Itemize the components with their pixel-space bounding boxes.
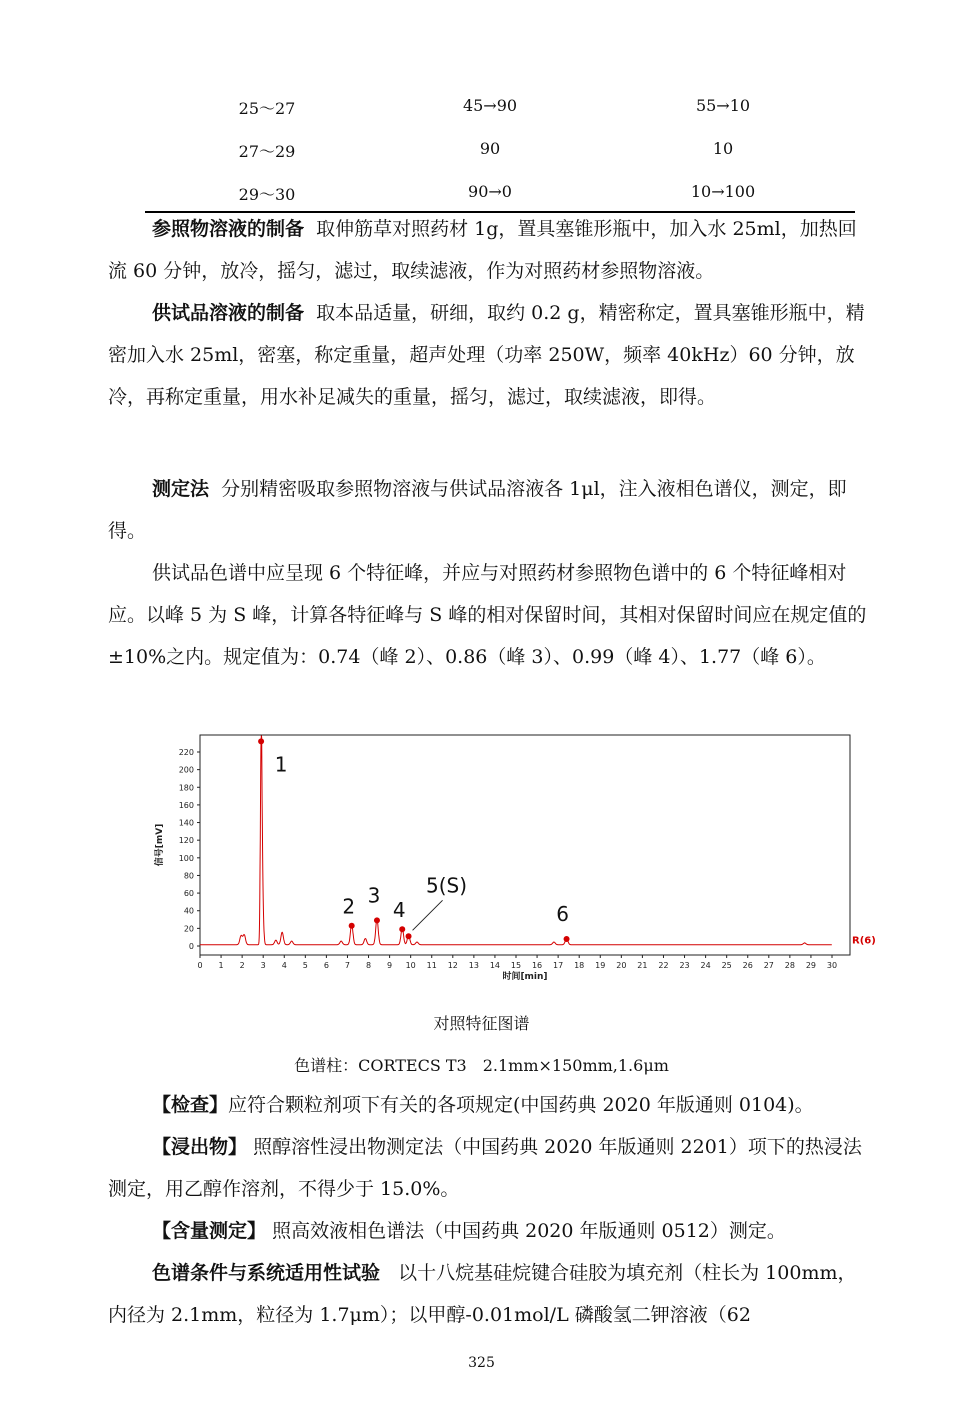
x-tick-label: 27 <box>763 961 774 970</box>
x-axis-label: 时间[min] <box>502 972 548 982</box>
plot-frame <box>200 735 850 955</box>
paragraph-body: 取本品适量，研细，取约 0.2 g，精密称定，置具塞锥形瓶中，精密加入水 25ml，密塞，称定重量，超声处理（功率 250W，频率 40kHz）60 分钟，放冷，再称定重量，用水补足减失的重量，摇匀，滤过，取续滤液，即得。 <box>108 302 865 408</box>
paragraph-heading: 【浸出物】 <box>152 1136 248 1158</box>
series-label: R(6) <box>852 935 876 947</box>
chart-caption: 对照特征图谱 <box>433 1014 530 1033</box>
peak-marker <box>258 738 264 744</box>
paragraph-method <box>108 468 868 552</box>
paragraph-assay <box>108 1210 868 1252</box>
x-tick-label: 20 <box>616 961 627 970</box>
x-tick-label: 11 <box>426 961 437 970</box>
paragraph-body: 照醇溶性浸出物测定法（中国药典 2020 年版通则 2201）项下的热浸法测定，用乙醇作溶剂，不得少于 15.0%。 <box>108 1136 862 1200</box>
peak-marker <box>349 923 355 929</box>
peak-marker <box>399 926 405 932</box>
paragraph-body: 照高效液相色谱法（中国药典 2020 年版通则 0512）测定。 <box>272 1220 786 1242</box>
page-number: 325 <box>468 1355 495 1371</box>
table-cell: 10 <box>712 139 734 158</box>
y-tick-label: 80 <box>183 871 194 881</box>
paragraph-heading: 【含量测定】 <box>152 1220 267 1242</box>
paragraph-body: 分别精密吸取参照物溶液与供试品溶液各 1μl，注入液相色谱仪，测定，即得。 <box>108 478 847 542</box>
x-tick-label: 14 <box>489 961 501 970</box>
x-tick-label: 10 <box>405 961 416 970</box>
x-tick-label: 25 <box>721 961 732 970</box>
paragraph-heading: 参照物溶液的制备 <box>152 218 305 240</box>
paragraph-inspection <box>108 1084 868 1126</box>
peak-leader-line <box>413 900 443 930</box>
y-tick-label: 140 <box>178 818 194 828</box>
column-note: 色谱柱：CORTECS T3 2.1mm×150mm,1.6μm <box>294 1056 669 1075</box>
peak-label: 6 <box>556 901 569 926</box>
y-tick-label: 0 <box>188 942 194 951</box>
peak-label: 1 <box>274 752 288 777</box>
table-cell: 27～29 <box>238 142 296 161</box>
paragraph-body: 取伸筋草对照药材 1g，置具塞锥形瓶中，加入水 25ml，加热回流 60 分钟，放冷，摇匀，滤过，取续滤液，作为对照药材参照物溶液。 <box>108 218 857 282</box>
y-tick-label: 220 <box>178 748 194 757</box>
x-tick-label: 8 <box>365 961 372 970</box>
paragraph-heading: 供试品溶液的制备 <box>152 302 305 324</box>
x-tick-label: 19 <box>595 961 606 970</box>
x-tick-label: 28 <box>784 961 795 970</box>
x-tick-label: 17 <box>553 961 564 970</box>
paragraph-peaks-requirement <box>108 552 868 678</box>
x-tick-label: 5 <box>302 961 308 970</box>
x-tick-label: 16 <box>531 961 543 970</box>
x-tick-label: 9 <box>387 961 393 970</box>
table-cell: 90→0 <box>468 182 512 201</box>
x-tick-label: 21 <box>637 961 648 970</box>
paragraph-extract <box>108 1126 868 1210</box>
peak-label: 4 <box>392 898 406 923</box>
x-tick-label: 2 <box>239 961 245 970</box>
table-cell: 29～30 <box>238 185 296 204</box>
x-tick-label: 29 <box>805 961 817 970</box>
y-tick-label: 60 <box>183 889 194 899</box>
peak-label: 3 <box>367 883 381 908</box>
paragraph-chromatographic-conditions <box>108 1252 868 1336</box>
x-tick-label: 7 <box>344 961 351 970</box>
y-tick-label: 200 <box>178 765 194 775</box>
y-tick-label: 120 <box>178 836 194 846</box>
x-tick-label: 13 <box>468 961 479 970</box>
x-tick-label: 30 <box>826 961 838 970</box>
x-tick-label: 6 <box>323 961 329 970</box>
x-tick-label: 12 <box>447 961 458 970</box>
peak-marker <box>406 933 412 939</box>
paragraph-heading: 色谱条件与系统适用性试验 <box>152 1262 381 1284</box>
x-tick-label: 26 <box>742 961 753 970</box>
x-tick-label: 18 <box>574 961 585 970</box>
chromatogram-chart <box>150 730 876 985</box>
x-tick-label: 1 <box>218 961 224 970</box>
paragraph-heading: 测定法 <box>152 478 210 500</box>
peak-label: 5(S) <box>426 873 468 898</box>
table-cell: 55→10 <box>695 96 751 115</box>
paragraph-reference-solution <box>108 208 868 292</box>
x-tick-label: 3 <box>260 961 266 970</box>
paragraph-body: 应符合颗粒剂项下有关的各项规定(中国药典 2020 年版通则 0104)。 <box>228 1094 814 1116</box>
x-tick-label: 24 <box>700 961 711 970</box>
x-tick-label: 0 <box>197 961 203 970</box>
paragraph-heading: 【检查】 <box>152 1094 229 1116</box>
chromatogram-trace <box>200 736 832 945</box>
y-axis-label: 信号[mV] <box>155 823 165 867</box>
peak-marker <box>374 917 380 923</box>
x-tick-label: 22 <box>658 961 669 970</box>
paragraph-sample-solution <box>108 292 868 418</box>
table-cell: 45→90 <box>462 96 518 115</box>
y-tick-label: 20 <box>183 924 194 934</box>
y-tick-label: 160 <box>178 800 194 810</box>
x-tick-label: 23 <box>679 961 690 970</box>
table-cell: 25～27 <box>238 99 296 118</box>
x-tick-label: 4 <box>281 961 287 970</box>
x-tick-label: 15 <box>510 961 522 970</box>
peak-marker <box>564 936 570 942</box>
paragraph-body: 供试品色谱中应呈现 6 个特征峰，并应与对照药材参照物色谱中的 6 个特征峰相对应。以峰 5 为 S 峰，计算各特征峰与 S 峰的相对保留时间，其相对保留时间应在规定值的±10%之内。规定值为：0.74（峰 2）、0.86（峰 3）、0.99（峰 4）、1.77（峰 6）。 <box>108 562 867 668</box>
y-tick-label: 180 <box>178 783 194 793</box>
table-cell: 10→100 <box>690 182 756 201</box>
y-tick-label: 40 <box>183 906 194 916</box>
paragraph-body: 以十八烷基硅烷键合硅胶为填充剂（柱长为 100mm，内径为 2.1mm，粒径为 1.7μm）；以甲醇-0.01mol/L 磷酸氢二钾溶液（62 <box>108 1262 857 1326</box>
peak-label: 2 <box>342 894 356 919</box>
y-tick-label: 100 <box>178 853 194 863</box>
table-cell: 90 <box>479 139 501 158</box>
